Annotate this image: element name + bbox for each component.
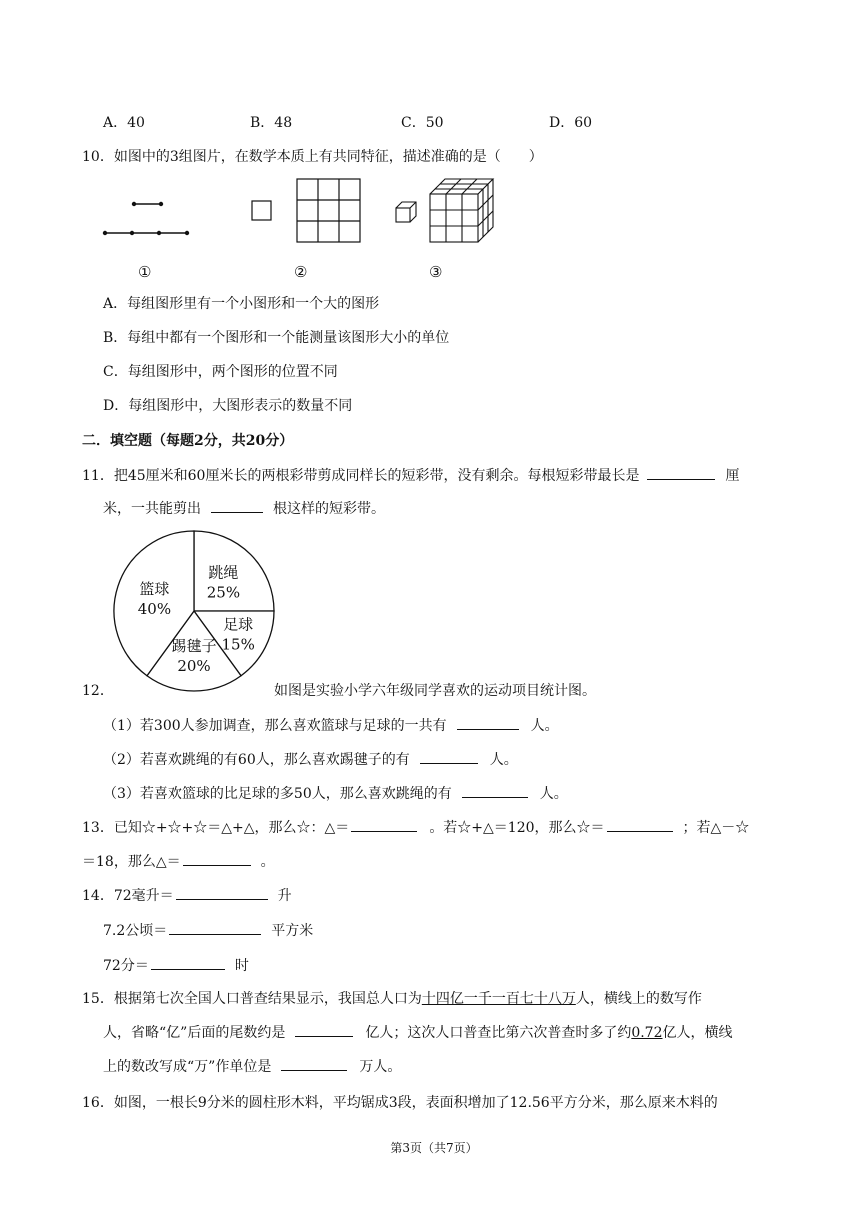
q11-text-2: 米，一共能剪出: [103, 501, 201, 517]
q10-option-b: B．每组中都有一个图形和一个能测量该图形大小的单位: [103, 330, 450, 346]
q14-blank-2[interactable]: [169, 920, 261, 935]
q10-stem: 10．如图中的3组图片，在数学本质上有共同特征，描述准确的是（ ）: [82, 149, 543, 165]
q13-blank-1[interactable]: [351, 817, 417, 832]
q10-option-d: D．每组图形中，大图形表示的数量不同: [103, 398, 353, 414]
q15-blank-2[interactable]: [281, 1056, 347, 1071]
q11-text-3: 根这样的短彩带。: [273, 501, 385, 517]
q9-option-d: D．60: [549, 115, 593, 131]
q12-blank-3[interactable]: [462, 783, 528, 798]
q12-blank-2[interactable]: [420, 749, 478, 764]
q14-blank-1[interactable]: [176, 885, 268, 900]
q10-label-3: ③: [429, 263, 443, 281]
q12-sub1-unit: 人。: [530, 718, 559, 734]
q14-unit-3: 时: [234, 958, 249, 974]
q15-text-7: 万人。: [359, 1059, 402, 1075]
q12-sub3: [103, 783, 568, 803]
q13-text-1: 13．已知☆+☆+☆＝△+△，那么☆：△＝: [82, 820, 350, 836]
q12-sub2-text: （2）若喜欢跳绳的有60人，那么喜欢踢毽子的有: [103, 752, 410, 768]
q11-blank-1[interactable]: [647, 465, 715, 480]
q15-underlined-value: 0.72: [631, 1025, 663, 1041]
q13-blank-2[interactable]: [607, 817, 673, 832]
q10-option-c: C．每组图形中，两个图形的位置不同: [103, 364, 338, 380]
q14-text-2: 7.2公顷＝: [103, 923, 168, 939]
q13-line2: [82, 851, 275, 871]
q13-text-5: 。: [260, 854, 275, 870]
q15-text-4: 亿人；这次人口普查比第六次普查时多了约: [365, 1025, 632, 1041]
squares-figure: [252, 179, 360, 242]
pie-label-3: 踢毽子: [171, 637, 217, 655]
line-segments-figure: [103, 202, 189, 235]
q14-blank-3[interactable]: [151, 955, 225, 970]
q15-blank-1[interactable]: [295, 1022, 353, 1037]
q15-text-6: 上的数改写成“万”作单位是: [103, 1059, 272, 1075]
q12-sub3-unit: 人。: [539, 786, 568, 802]
q12-blank-1[interactable]: [457, 715, 519, 730]
cubes-figure: [396, 179, 493, 242]
q12-sub1-text: （1）若300人参加调查，那么喜欢篮球与足球的一共有: [103, 718, 447, 734]
q11-text-1: 11．把45厘米和60厘米长的两根彩带剪成同样长的短彩带，没有剩余。每根短彩带最长是: [82, 468, 640, 484]
q9-option-b: B．48: [250, 115, 293, 131]
q11-blank-2[interactable]: [211, 498, 263, 513]
q12-sub2: [103, 749, 518, 769]
q16-line1: 16．如图，一根长9分米的圆柱形木料，平均锯成3段，表面积增加了12.56平方分米，那么原来木料的: [82, 1095, 718, 1111]
q15-text-5: 亿人，横线: [662, 1025, 733, 1041]
q14-line2: [103, 920, 313, 940]
q13-text-3: ；若△－☆: [682, 820, 750, 836]
q14-line3: [103, 955, 249, 975]
pie-label-1: 跳绳: [208, 563, 239, 582]
q15-text-2: 人，横线上的数写作: [575, 991, 702, 1007]
q10-option-a: A．每组图形里有一个小图形和一个大的图形: [103, 296, 380, 312]
q15-text-3: 人，省略“亿”后面的尾数约是: [103, 1025, 286, 1041]
q11-line2: [103, 498, 385, 518]
q11-line1: [82, 465, 739, 485]
q15-line3: [103, 1056, 401, 1076]
section-title: 二．填空题（每题2分，共20分）: [82, 433, 294, 449]
pie-percent-0: 40%: [137, 600, 172, 619]
sports-pie-chart: [104, 528, 280, 694]
q12-stem: 如图是实验小学六年级同学喜欢的运动项目统计图。: [274, 683, 596, 699]
q13-blank-3[interactable]: [183, 851, 251, 866]
q14-unit-2: 平方米: [271, 923, 314, 939]
q11-unit: 厘: [725, 468, 740, 484]
pie-label-2: 足球: [223, 615, 254, 634]
q15-line2: [103, 1022, 733, 1042]
q14-unit-1: 升: [277, 888, 292, 904]
q15-underlined-number: 十四亿一千一百七十八万: [421, 991, 576, 1007]
pie-label-0: 篮球: [139, 580, 170, 599]
pie-percent-1: 25%: [206, 583, 241, 602]
q12-sub3-text: （3）若喜欢篮球的比足球的多50人，那么喜欢跳绳的有: [103, 786, 452, 802]
q10-label-2: ②: [294, 263, 308, 281]
page-footer: 第3页（共7页）: [390, 1141, 478, 1155]
q9-option-a: A．40: [103, 115, 145, 131]
q12-sub2-unit: 人。: [489, 752, 518, 768]
q12-sub1: [103, 715, 559, 735]
q10-label-1: ①: [138, 263, 152, 281]
q14-text-3: 72分＝: [103, 958, 149, 974]
pie-percent-2: 15%: [221, 635, 255, 654]
q14-text-1: 14．72毫升＝: [82, 888, 174, 904]
q13-text-2: 。若☆+△＝120，那么☆＝: [429, 820, 605, 836]
q12-number: 12．: [82, 683, 114, 699]
q15-text-1: 15．根据第七次全国人口普查结果显示，我国总人口为: [82, 991, 422, 1007]
pie-percent-3: 20%: [177, 657, 211, 675]
q13-text-4: ＝18，那么△＝: [82, 854, 181, 870]
q13-line1: [82, 817, 749, 837]
q14-line1: [82, 885, 292, 905]
q15-line1: [82, 988, 702, 1008]
q9-option-c: C．50: [401, 115, 444, 131]
